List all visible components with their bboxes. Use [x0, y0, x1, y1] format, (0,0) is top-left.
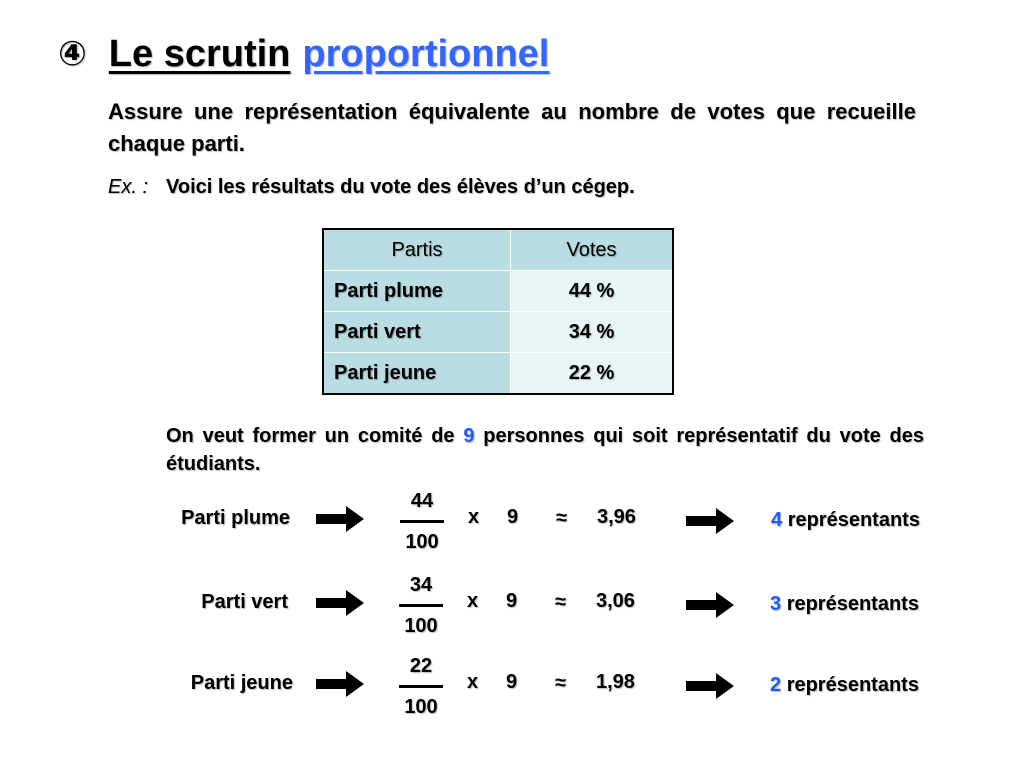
- votes-cell: 22 %: [511, 353, 674, 395]
- title-number: ④: [58, 35, 87, 73]
- title-row: [58, 24, 549, 84]
- committee-text-after: personnes qui soit représentatif du vote des étudiants.: [166, 425, 924, 475]
- page-title: Le scrutin: [108, 32, 291, 75]
- party-cell: Parti plume: [323, 271, 511, 312]
- right-arrow-icon: [686, 673, 734, 699]
- right-arrow-icon: [686, 508, 734, 534]
- fraction: [399, 653, 443, 720]
- seats-count: 4: [771, 509, 783, 531]
- committee-paragraph: [166, 422, 924, 478]
- fraction-denominator: 100: [404, 696, 438, 718]
- factor: 9: [506, 671, 518, 693]
- calc-result: 3,06: [596, 590, 635, 612]
- calc-party-label: Parti vert: [201, 591, 288, 613]
- seats-label: représentants: [786, 674, 919, 696]
- votes-cell: 34 %: [511, 312, 674, 353]
- calc-party-label: Parti plume: [181, 507, 290, 529]
- calc-party-label: Parti jeune: [190, 672, 293, 694]
- votes-cell: 44 %: [511, 271, 674, 312]
- example-label: Ex. :: [108, 176, 149, 198]
- fraction-bar: [399, 604, 443, 607]
- fraction-bar: [399, 685, 443, 688]
- seats-outcome: [770, 593, 919, 616]
- fraction: [399, 572, 443, 639]
- fraction-denominator: 100: [404, 615, 438, 637]
- times-sign: x: [467, 671, 479, 693]
- table-header-row: [323, 229, 673, 271]
- committee-size: 9: [463, 425, 475, 447]
- results-table: [322, 228, 674, 395]
- approx-sign: ≈: [555, 672, 566, 694]
- right-arrow-icon: [316, 590, 364, 616]
- fraction-numerator: 44: [410, 490, 434, 512]
- right-arrow-icon: [686, 592, 734, 618]
- seats-outcome: [770, 674, 919, 697]
- factor: 9: [507, 506, 519, 528]
- approx-sign: ≈: [555, 591, 566, 613]
- seats-count: 3: [770, 593, 782, 615]
- fraction-bar: [400, 520, 444, 523]
- party-cell: Parti jeune: [323, 353, 511, 395]
- fraction: [400, 488, 444, 555]
- times-sign: x: [467, 590, 479, 612]
- table-row: [323, 353, 673, 395]
- factor: 9: [506, 590, 518, 612]
- fraction-numerator: 22: [409, 655, 433, 677]
- intro-paragraph: Assure une représentation équivalente au nombre de votes que recueille chaque parti.: [108, 99, 916, 156]
- seats-label: représentants: [786, 593, 919, 615]
- fraction-numerator: 34: [409, 574, 433, 596]
- seats-count: 2: [770, 674, 782, 696]
- right-arrow-icon: [316, 671, 364, 697]
- table-row: [323, 312, 673, 353]
- calc-result: 1,98: [596, 671, 635, 693]
- approx-sign: ≈: [556, 507, 567, 529]
- seats-label: représentants: [787, 509, 920, 531]
- example-text: Voici les résultats du vote des élèves d’un cégep.: [166, 176, 635, 198]
- party-cell: Parti vert: [323, 312, 511, 353]
- column-header-parties: Partis: [323, 229, 511, 271]
- table-row: [323, 271, 673, 312]
- committee-text-before: On veut former un comité de: [166, 425, 455, 447]
- page-title-accent: proportionnel: [302, 32, 550, 75]
- right-arrow-icon: [316, 506, 364, 532]
- column-header-votes: Votes: [511, 229, 674, 271]
- fraction-denominator: 100: [405, 531, 439, 553]
- seats-outcome: [771, 509, 920, 532]
- calc-result: 3,96: [597, 506, 636, 528]
- times-sign: x: [468, 506, 480, 528]
